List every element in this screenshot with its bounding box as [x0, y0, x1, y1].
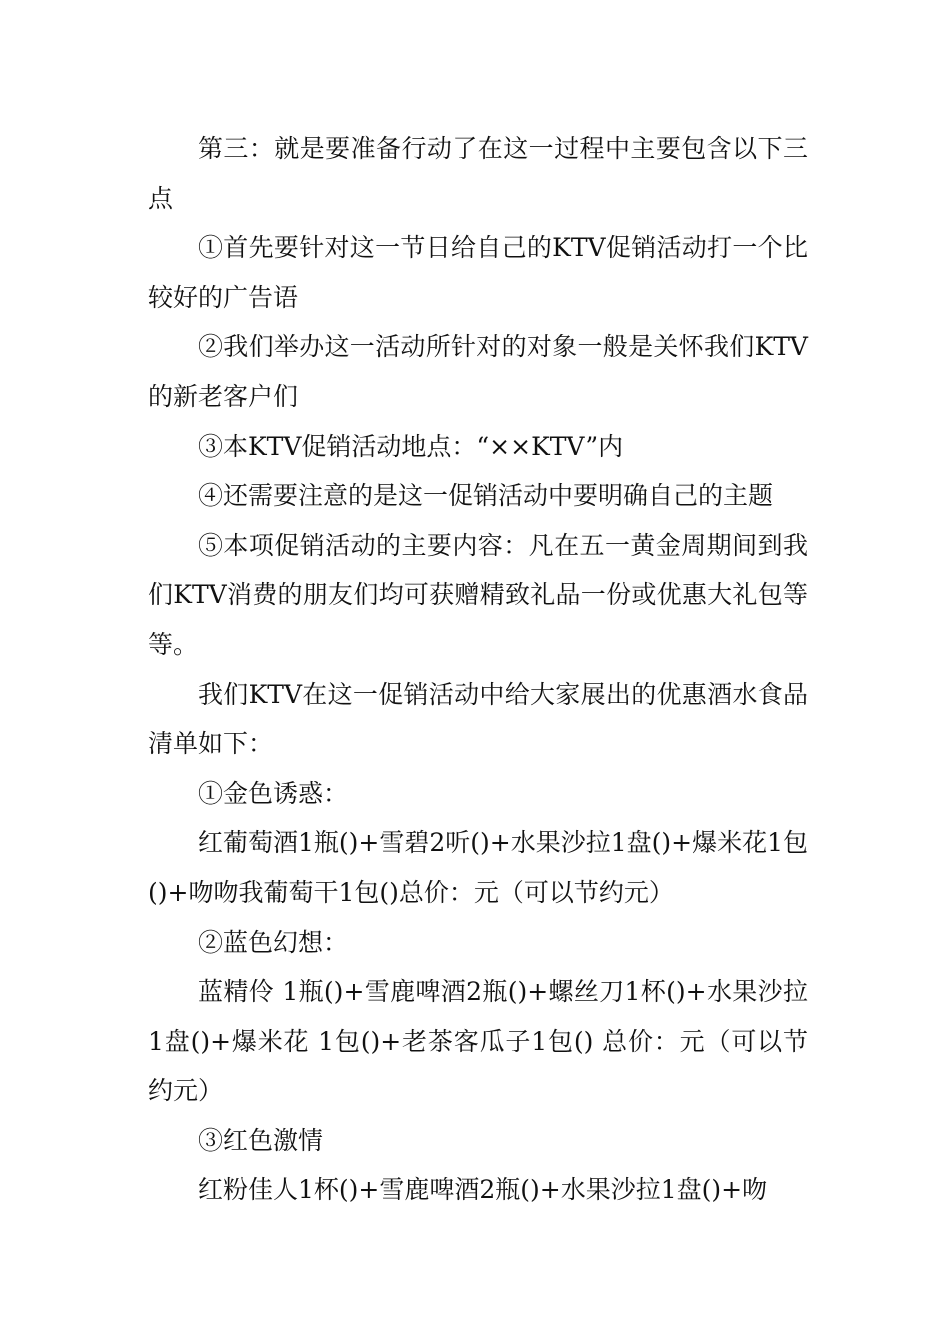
package-title-red: ③红色激情 [198, 1125, 324, 1155]
package-items-gold: 红葡萄酒1瓶()+雪碧2听()+水果沙拉1盘()+爆米花1包()+吻吻我葡萄干1包()总价：元（可以节约元） [148, 828, 808, 907]
package-title-blue: ②蓝色幻想： [198, 927, 349, 957]
paragraph-step-three: 第三：就是要准备行动了在这一过程中主要包含以下三点 [148, 134, 808, 213]
paragraph-item-4: ④还需要注意的是这一促销活动中要明确自己的主题 [198, 481, 774, 511]
paragraph-item-1: ①首先要针对这一节日给自己的KTV促销活动打一个比较好的广告语 [148, 233, 808, 312]
paragraph-menu-intro: 我们KTV在这一促销活动中给大家展出的优惠酒水食品清单如下： [148, 679, 808, 759]
package-items-red: 红粉佳人1杯()+雪鹿啤酒2瓶()+水果沙拉1盘()+吻 [198, 1175, 768, 1205]
paragraph-item-2: ②我们举办这一活动所针对的对象一般是关怀我们KTV的新老客户们 [148, 332, 808, 411]
paragraph-item-3: ③本KTV促销活动地点：“××KTV”内 [198, 431, 624, 461]
package-items-blue: 蓝精伶 1瓶()+雪鹿啤酒2瓶()+螺丝刀1杯()+水果沙拉1盘()+爆米花 1包()+老茶客瓜子1包() 总价：元（可以节约元） [148, 977, 808, 1106]
paragraph-item-5: ⑤本项促销活动的主要内容：凡在五一黄金周期间到我们KTV消费的朋友们均可获赠精致礼品一份或优惠大礼包等等。 [148, 530, 808, 659]
document-body [148, 124, 808, 1215]
package-title-gold: ①金色诱惑： [198, 778, 349, 808]
